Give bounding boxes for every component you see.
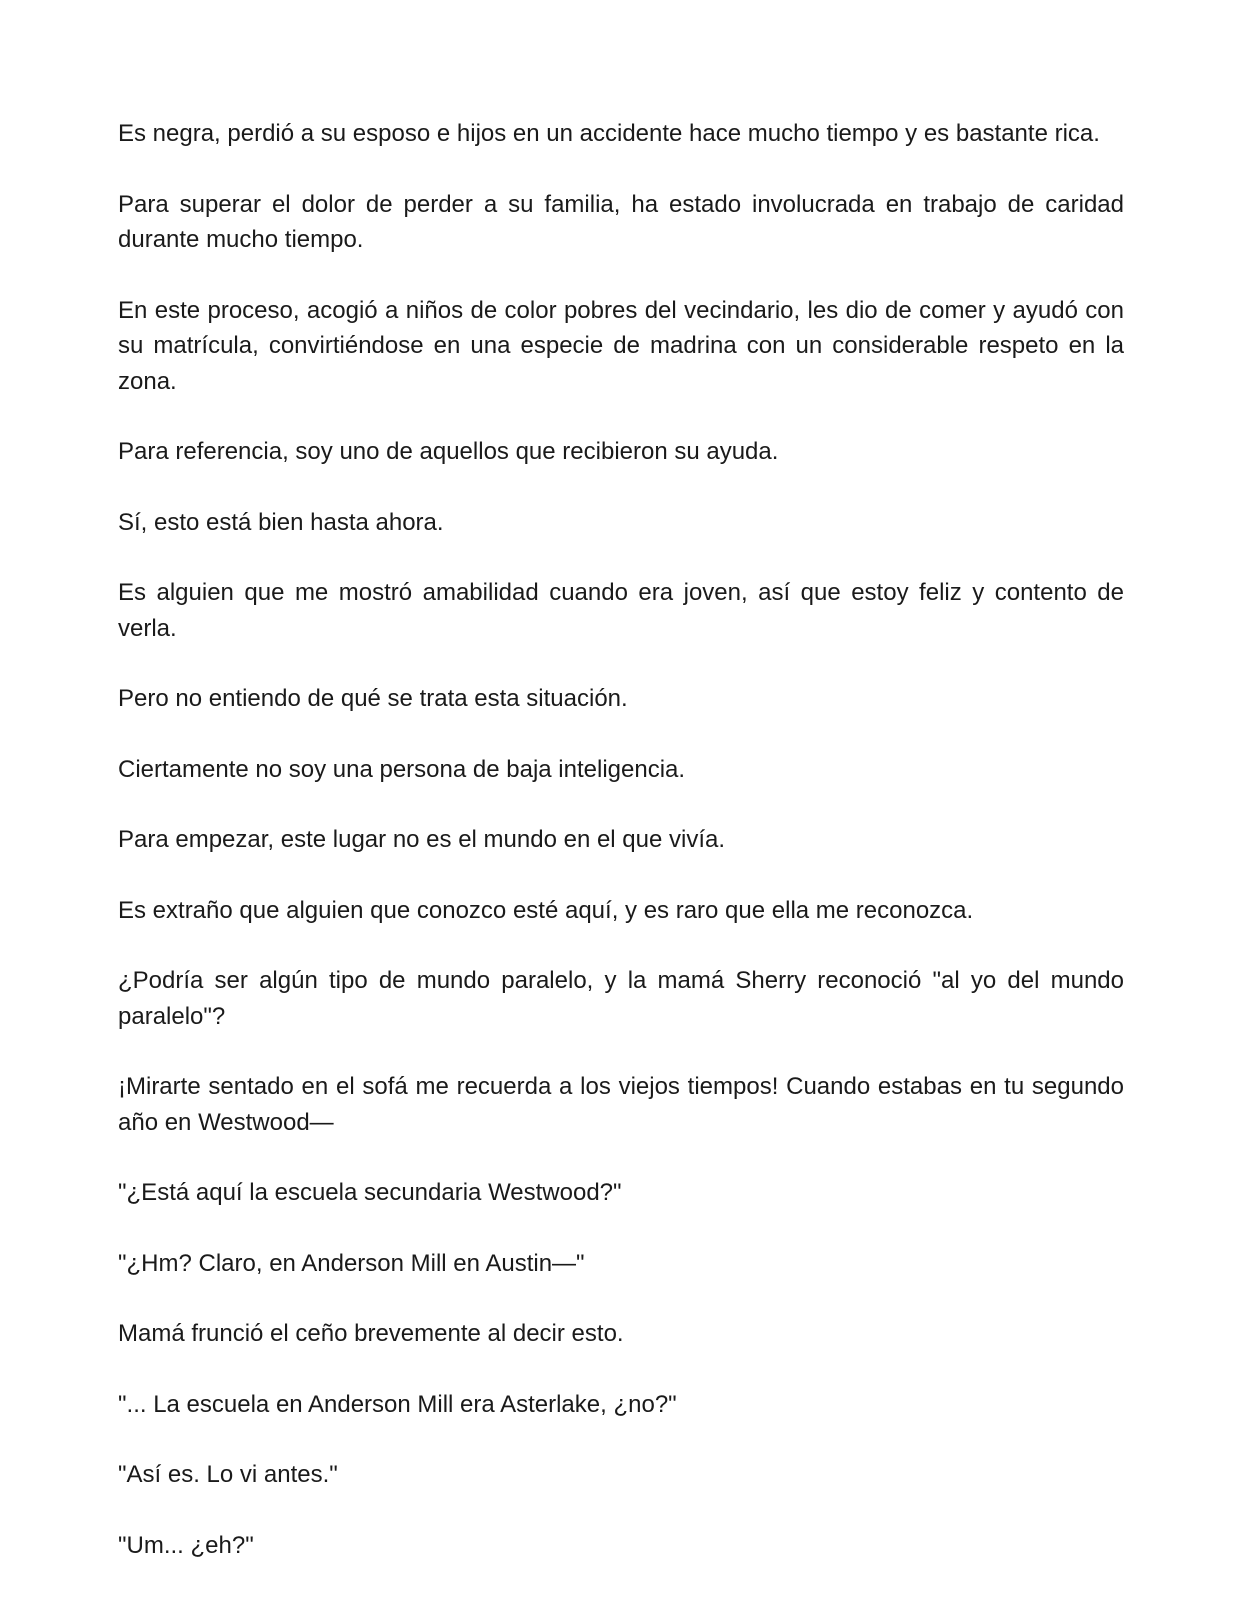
paragraph: ¡Mirarte sentado en el sofá me recuerda a los viejos tiempos! Cuando estabas en tu segundo año en Westwood— (118, 1073, 1124, 1136)
paragraph: Ciertamente no soy una persona de baja inteligencia. (118, 755, 686, 783)
paragraph: Mamá frunció el ceño brevemente al decir esto. (118, 1320, 624, 1347)
paragraph: Es negra, perdió a su esposo e hijos en un accidente hace mucho tiempo y es bastante rica. (118, 120, 1100, 147)
paragraph: Es extraño que alguien que conozco esté aquí, y es raro que ella me reconozca. (118, 896, 974, 924)
paragraph: Para referencia, soy uno de aquellos que recibieron su ayuda. (118, 438, 779, 465)
paragraph: ¿Podría ser algún tipo de mundo paralelo, y la mamá Sherry reconoció "al yo del mundo paralelo"? (118, 967, 1124, 1030)
paragraph: "¿Hm? Claro, en Anderson Mill en Austin—" (118, 1249, 585, 1277)
document-body (118, 116, 1124, 1598)
paragraph: "Um... ¿eh?" (118, 1531, 254, 1559)
paragraph: "Así es. Lo vi antes." (118, 1461, 338, 1488)
paragraph: Para superar el dolor de perder a su familia, ha estado involucrada en trabajo de caridad durante mucho tiempo. (118, 190, 1124, 253)
paragraph: Es alguien que me mostró amabilidad cuando era joven, así que estoy feliz y contento de verla. (118, 579, 1124, 642)
paragraph: Pero no entiendo de qué se trata esta situación. (118, 685, 628, 712)
paragraph: Para empezar, este lugar no es el mundo en el que vivía. (118, 826, 726, 853)
paragraph: "¿Está aquí la escuela secundaria Westwood?" (118, 1179, 622, 1206)
paragraph: Sí, esto está bien hasta ahora. (118, 508, 444, 536)
paragraph: En este proceso, acogió a niños de color pobres del vecindario, les dio de comer y ayudó con su matrícula, convirtiéndose en una especie de madrina con un considerable respeto en la zona. (118, 296, 1124, 395)
paragraph: "... La escuela en Anderson Mill era Asterlake, ¿no?" (118, 1390, 677, 1418)
